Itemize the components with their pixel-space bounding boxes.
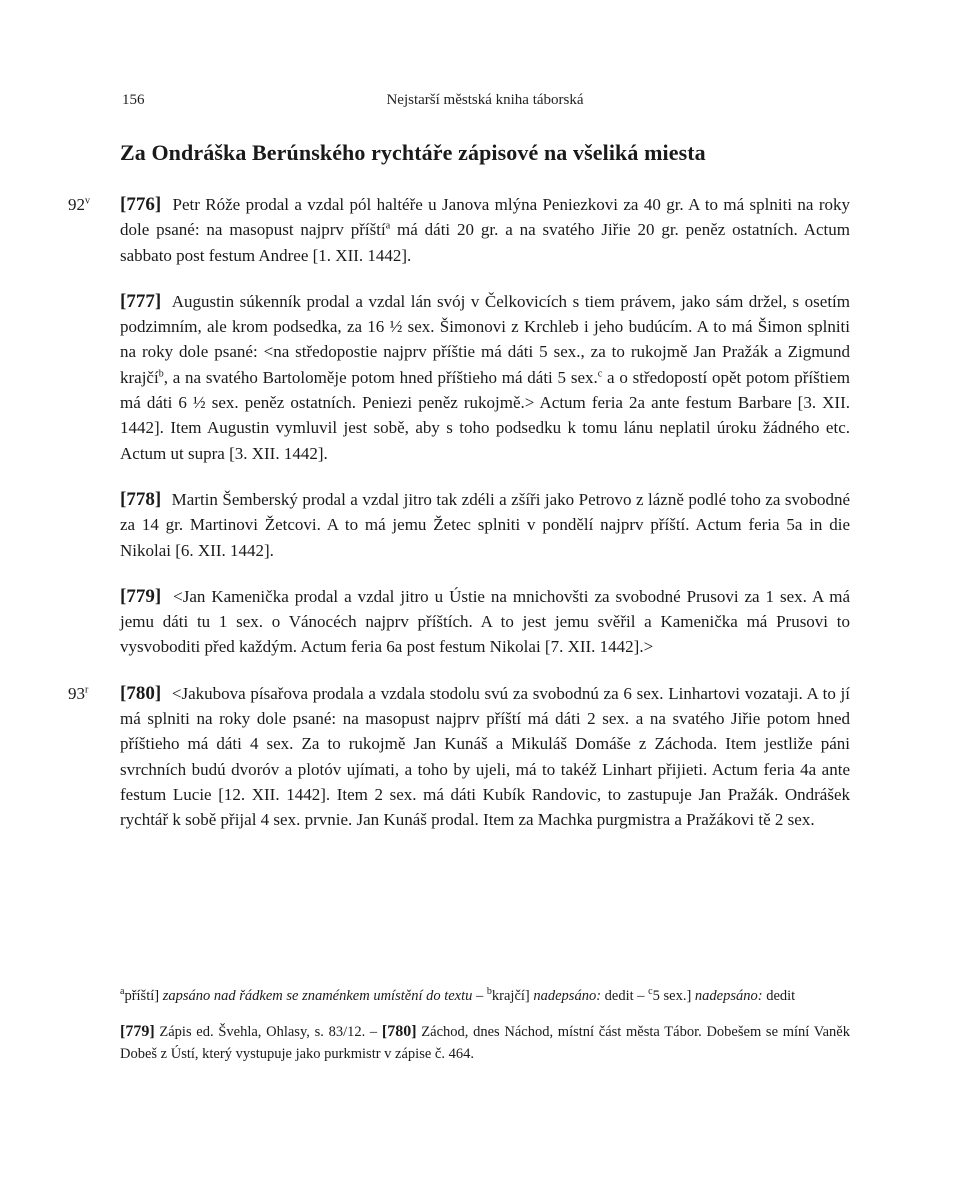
page-number: 156: [122, 92, 145, 108]
entry-number: [780]: [120, 682, 162, 704]
footnote-ref: b: [158, 368, 164, 380]
section-title: Za Ondráška Berúnského rychtáře zápisové na všeliká miesta: [120, 140, 706, 165]
textual-notes: $^a$příští] zapsáno nad řádkem se znaménkem umístění do textu – $^b$krajčí] nadepsáno: dedit – $^c$5 sex.] nadepsáno: dedit: [120, 986, 796, 1004]
entry-text: má dáti 20 gr. a na svatého Jiřie 20 gr. peněz ostatních. Actum sabbato post festum Andree [1. XII. 1442].: [120, 220, 851, 265]
footnotes: [120, 985, 850, 1065]
entry-779: [120, 584, 850, 660]
entry-number: [779]: [120, 585, 162, 607]
entry-text: a o středopostí opět potom příštiem má dáti 6 ½ sex. peněz ostatních. Peniezi peněz rukojmě.> Actum feria 2a ante festum Barbare [3. XII. 1442]. Item Augustin vymluvil jest sobě, aby s toho podsedku k tomu lánu neplatil úroku žádného etc. Actum ut supra [3. XII. 1442].: [120, 367, 850, 463]
entry-text: <Jakubova písařova prodala a vzdala stodolu svú za svobodnú za 6 sex. Linhartovi vozataji. A to jí má splniti na roky dole psané: na masopust najprv příští má dáti 2 sex. a na svatého Jiřie potom hned příštieho má dáti 4 sex. Za to rukojmě Jan Kunáš a Mikuláš Domáše z Záchoda. Item jestliže páni svrchních budú dvoróv a plotóv ujímati, a toho by ujeli, má to takéž Linhart přijieti. Actum feria 4a ante festum Lucie [12. XII. 1442]. Item 2 sex. má dáti Kubík Randovic, to zastupuje Jan Pražák. Ondrášek rychtář k sobě přijal 4 sex. prvnie. Jan Kunáš prodal. Item za Machka purgmistra a Pražákovi tě 2 sex.: [120, 683, 851, 830]
entry-780: [68, 681, 851, 833]
entry-778: [120, 487, 850, 563]
entry-text: Martin Šemberský prodal a vzdal jitro tak zdéli a zšíři jako Petrovo z lázně podlé toho za svobodné za 14 gr. Martinovi Žetcovi. A to má jemu Žetec splniti v pondělí najprv příští. Actum feria 5a in die Nikolai [6. XII. 1442].: [120, 489, 851, 560]
entry-number: [777]: [120, 290, 162, 312]
entry-776: [68, 192, 851, 268]
entry-777: [120, 289, 850, 466]
folio-marker: 92$^v$: [68, 195, 90, 214]
footnote-ref: a: [385, 220, 391, 232]
entry-text: <Jan Kamenička prodal a vzdal jitro u Ústie na mnichovšti za svobodné Prusovi za 1 sex. A má jemu dáti tu 1 sex. o Vánocéch najprv příštích. A to jest jemu svěřil a Kamenička má Prusovi to vysvoboditi před každým. Actum feria 6a post festum Nikolai [7. XII. 1442].>: [120, 586, 851, 657]
entry-number: [776]: [120, 194, 162, 215]
entry-text: Augustin súkenník prodal a vzdal lán svój v Čelkovicích s tiem právem, jako sám držel, s osetím podzimním, ale krom podsedka, za 16 ½ sex. Šimonovi z Krchleb i jeho budúcím. A to má Šimon splniti na roky dole psané: <na středopostie najprv příštie má dáti 5 sex., za to rukojmě Jan Pražák a Zigmund krajčí: [120, 291, 850, 387]
folio-marker: 93$^r$: [68, 683, 89, 703]
entries-list: [68, 192, 851, 833]
entry-number: [778]: [120, 488, 162, 510]
entry-text: Petr Róže prodal a vzdal pól haltéře u Janova mlýna Peniezkovi za 40 gr. A to má splniti na roky dole psané: na masopust najprv příští: [120, 195, 850, 240]
commentary-notes: [779] Zápis ed. Švehla, Ohlasy, s. 83/12. – [780] Záchod, dnes Náchod, místní část města Tábor. Dobešem se míní Vaněk Dobeš z Ústí, který vystupuje jako purkmistr v zápise č. 464.: [120, 1023, 850, 1062]
entry-text: , a na svatého Bartoloměje potom hned příštieho má dáti 5 sex.: [163, 367, 598, 387]
book-title: Nejstarší městská kniha táborská: [386, 92, 584, 108]
footnote-ref: c: [597, 368, 603, 380]
